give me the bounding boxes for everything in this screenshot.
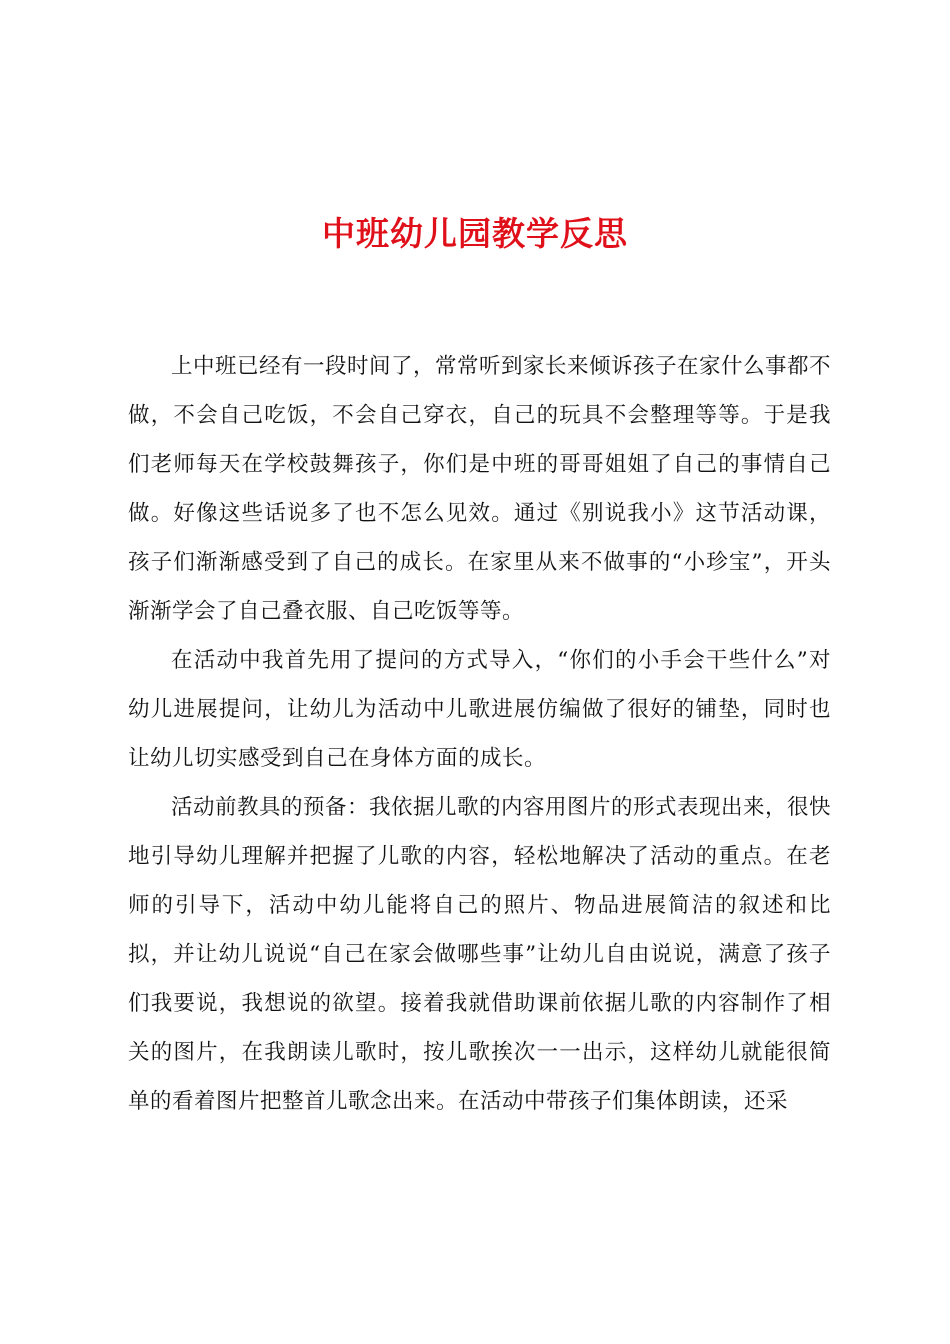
paragraph-3: 活动前教具的预备：我依据儿歌的内容用图片的形式表现出来，很快地引导幼儿理解并把握了儿歌的内容，轻松地解决了活动的重点。在老师的引导下，活动中幼儿能将自己的照片、物品进展简洁的叙述和比拟，并让幼儿说说“自己在家会做哪些事”让幼儿自由说说，满意了孩子们我要说，我想说的欲望。接着我就借助课前依据儿歌的内容制作了相关的图片，在我朗读儿歌时，按儿歌挨次一一出示，这样幼儿就能很简单的看着图片把整首儿歌念出来。在活动中带孩子们集体朗读，还采 — [128, 795, 832, 1114]
paragraph-1: 上中班已经有一段时间了，常常听到家长来倾诉孩子在家什么事都不做，不会自己吃饭，不会自己穿衣，自己的玩具不会整理等等。于是我们老师每天在学校鼓舞孩子，你们是中班的哥哥姐姐了自己的事情自己做。好像这些话说多了也不怎么见效。通过《别说我小》这节活动课，孩子们渐渐感受到了自己的成长。在家里从来不做事的“小珍宝”，开头渐渐学会了自己叠衣服、自己吃饭等等。 — [128, 354, 832, 624]
document-body — [128, 342, 831, 1126]
document-title: 中班幼儿园教学反思 — [322, 214, 628, 253]
paragraph-2: 在活动中我首先用了提问的方式导入，“你们的小手会干些什么”对幼儿进展提问，让幼儿为活动中儿歌进展仿编做了很好的铺垫，同时也让幼儿切实感受到自己在身体方面的成长。 — [128, 648, 831, 771]
